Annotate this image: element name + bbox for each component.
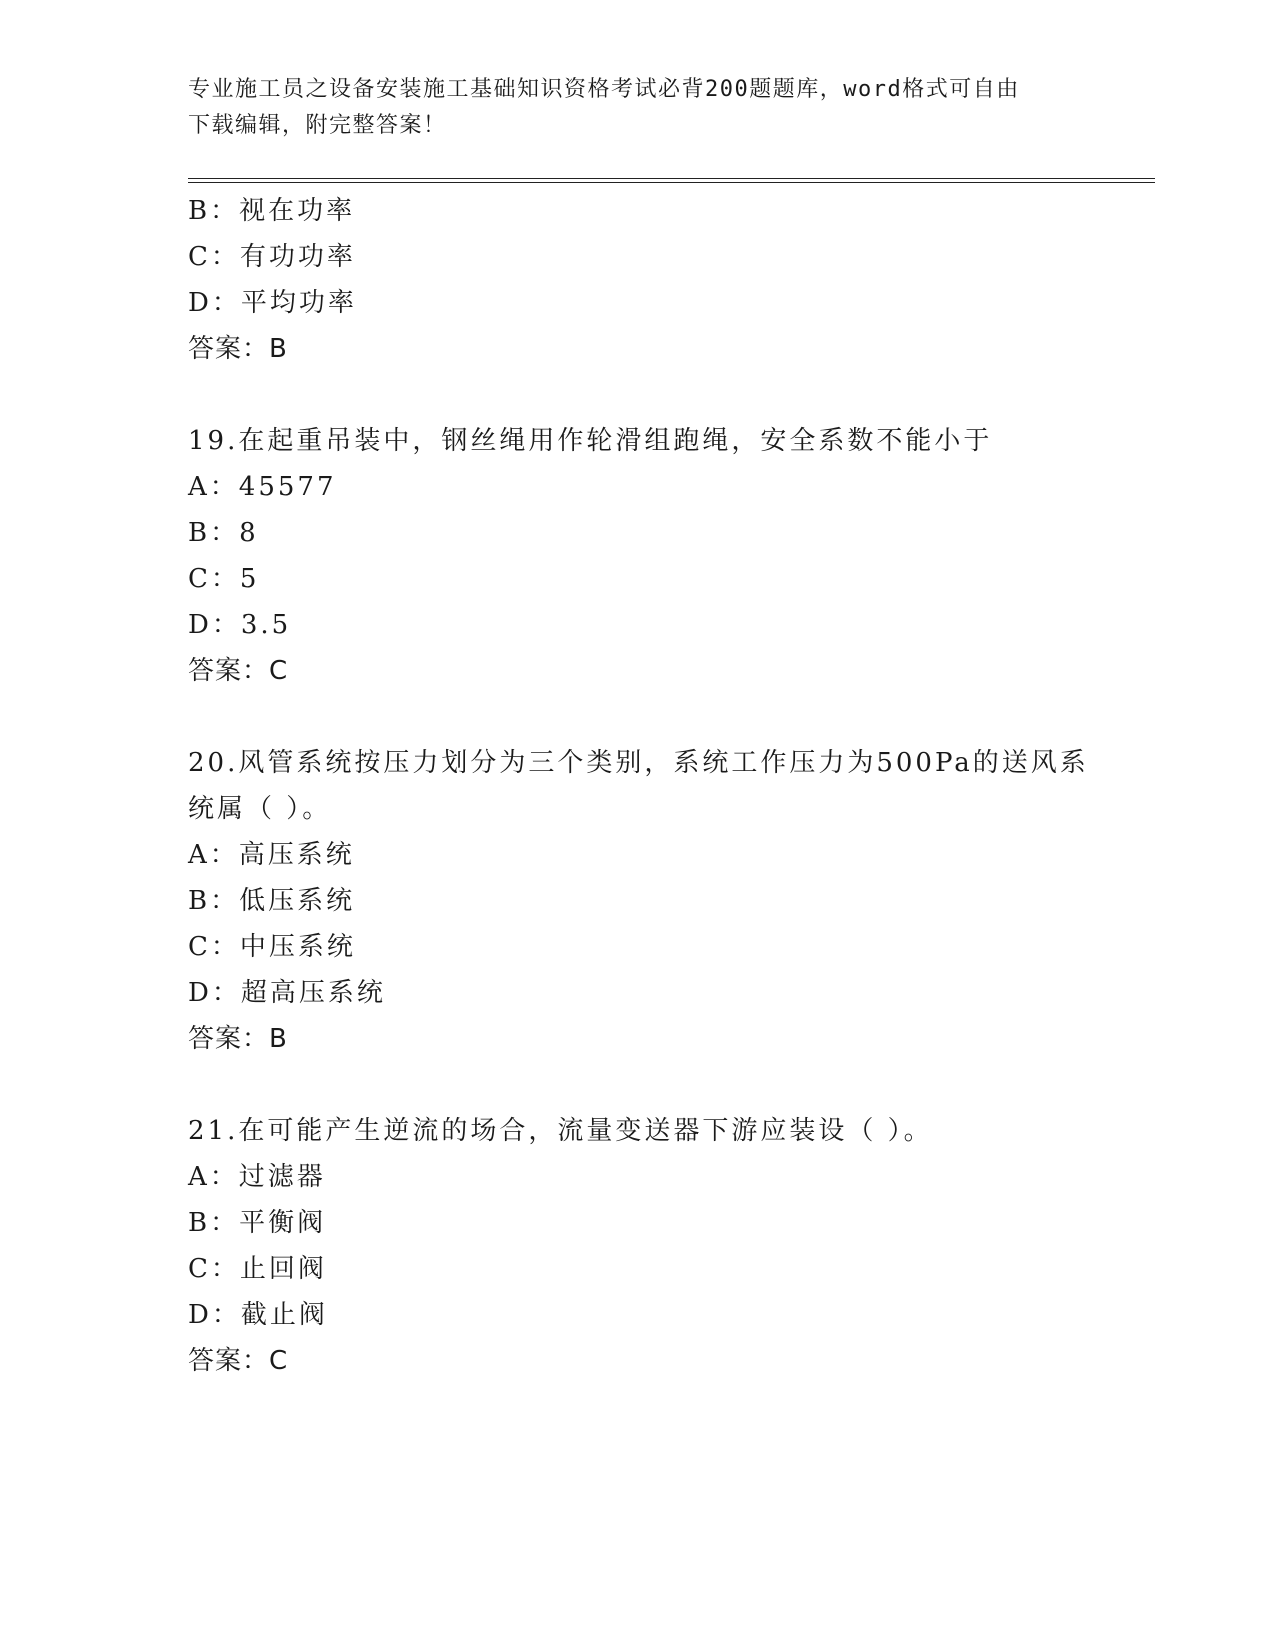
question-stem: 21.在可能产生逆流的场合，流量变送器下游应装设（ ）。 [188, 1116, 933, 1146]
option-b: B：低压系统 [188, 886, 356, 916]
header-line-2: 下载编辑，附完整答案！ [188, 113, 447, 138]
option-c: C：中压系统 [188, 932, 356, 962]
option-d: D：截止阀 [188, 1300, 328, 1330]
question-list [188, 188, 1088, 1384]
answer: 答案：C [188, 656, 289, 686]
option-a: A：高压系统 [188, 840, 355, 870]
option-a: A：过滤器 [188, 1162, 326, 1192]
answer: 答案：C [188, 1346, 289, 1376]
option-d: D：3.5 [188, 610, 292, 640]
option-b: B：平衡阀 [188, 1208, 327, 1238]
option-c: C：止回阀 [188, 1254, 327, 1284]
spacer [188, 694, 1088, 740]
option-d: D：平均功率 [188, 288, 357, 318]
option-b: B：8 [188, 518, 259, 548]
option-d: D：超高压系统 [188, 978, 386, 1008]
question-stem-line-2: 统属（ ）。 [188, 794, 332, 824]
answer: 答案：B [188, 334, 288, 364]
option-c: C：5 [188, 564, 260, 594]
option-b: B：视在功率 [188, 196, 356, 226]
question-stem-line-1: 20.风管系统按压力划分为三个类别，系统工作压力为500Pa的送风系 [188, 748, 1089, 778]
option-c: C：有功功率 [188, 242, 356, 272]
question-stem: 19.在起重吊装中，钢丝绳用作轮滑组跑绳，安全系数不能小于 [188, 426, 993, 456]
question-18 [188, 188, 1088, 372]
question-21 [188, 1108, 1088, 1384]
header-line-1: 专业施工员之设备安装施工基础知识资格考试必背200题题库，word格式可自由 [188, 77, 1020, 102]
spacer [188, 372, 1088, 418]
header-divider-bottom [188, 182, 1155, 183]
question-20 [188, 740, 1088, 1062]
option-a: A：45577 [188, 472, 337, 502]
question-19 [188, 418, 1088, 694]
document-header [188, 72, 1088, 144]
header-divider-top [188, 178, 1155, 179]
spacer [188, 1062, 1088, 1108]
answer: 答案：B [188, 1024, 288, 1054]
